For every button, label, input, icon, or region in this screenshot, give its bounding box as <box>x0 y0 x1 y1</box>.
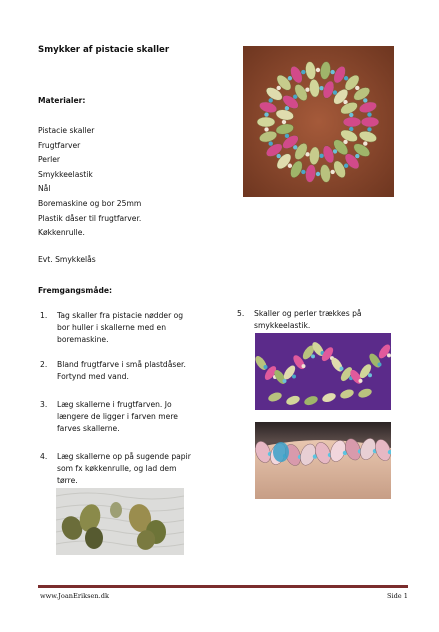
step-line: farves skallerne. <box>57 424 120 434</box>
step-line: Fortynd med vand. <box>57 372 129 382</box>
necklace-purple-drawing <box>255 333 391 410</box>
step-number: 1. <box>40 311 48 320</box>
materials-heading: Materialer: <box>38 96 86 105</box>
material-item: Smykkeelastik <box>38 169 93 179</box>
step-line: Bland frugtfarve i små plastdåser. <box>57 360 186 369</box>
step-line: bor huller i skallerne med en <box>57 323 167 333</box>
optional-item: Evt. Smykkelås <box>38 255 96 264</box>
step-line: Tag skaller fra pistacie nødder og <box>57 311 184 320</box>
footer-website: www.JoanEriksen.dk <box>40 592 109 600</box>
step-1 <box>40 310 230 350</box>
step-number: 3. <box>40 400 48 409</box>
step-number: 2. <box>40 360 48 369</box>
necklace-photo <box>243 46 394 197</box>
materials-list <box>38 124 141 241</box>
step-3 <box>40 399 230 439</box>
step-line: boremaskine. <box>57 335 109 345</box>
step-line: længere de ligger i farven mere <box>57 412 178 422</box>
dried-shells-drawing <box>56 488 184 555</box>
step-5 <box>237 308 407 336</box>
step-line: smykkeelastik. <box>254 321 311 331</box>
step-number: 4. <box>40 452 48 461</box>
step-line: tørre. <box>57 476 78 486</box>
material-item: Pistacie skaller <box>38 126 95 135</box>
procedure-heading: Fremgangsmåde: <box>38 286 113 295</box>
necklace-photo-drawing <box>243 46 394 197</box>
necklace-purple-photo <box>255 333 391 410</box>
material-item: Frugtfarver <box>38 140 81 150</box>
dried-shells-photo <box>56 488 184 555</box>
step-line: som fx køkkenrulle, og lad dem <box>57 464 177 474</box>
material-item: Boremaskine og bor 25mm <box>38 198 142 208</box>
bracelet-photo <box>255 422 391 499</box>
material-item: Plastik dåser til frugtfarver. <box>38 213 142 223</box>
step-text <box>57 399 178 436</box>
document-title: Smykker af pistacie skaller <box>38 45 170 55</box>
material-item: Nål <box>38 184 51 194</box>
step-2 <box>40 359 230 387</box>
material-item: Perler <box>38 155 61 165</box>
step-number: 5. <box>237 309 245 318</box>
bracelet-drawing <box>255 422 391 499</box>
step-line: Læg skallerne op på sugende papir <box>57 452 191 461</box>
footer-page-number: Side 1 <box>386 592 408 600</box>
step-line: Læg skallerne i frugtfarven. Jo <box>57 400 172 409</box>
step-text <box>57 359 186 383</box>
footer-divider <box>38 585 408 588</box>
step-text <box>57 451 191 488</box>
step-line: Skaller og perler trækkes på <box>254 309 362 318</box>
step-text <box>254 308 362 332</box>
step-4 <box>40 451 230 491</box>
step-text <box>57 310 183 347</box>
material-item: Køkkenrulle. <box>38 228 85 238</box>
